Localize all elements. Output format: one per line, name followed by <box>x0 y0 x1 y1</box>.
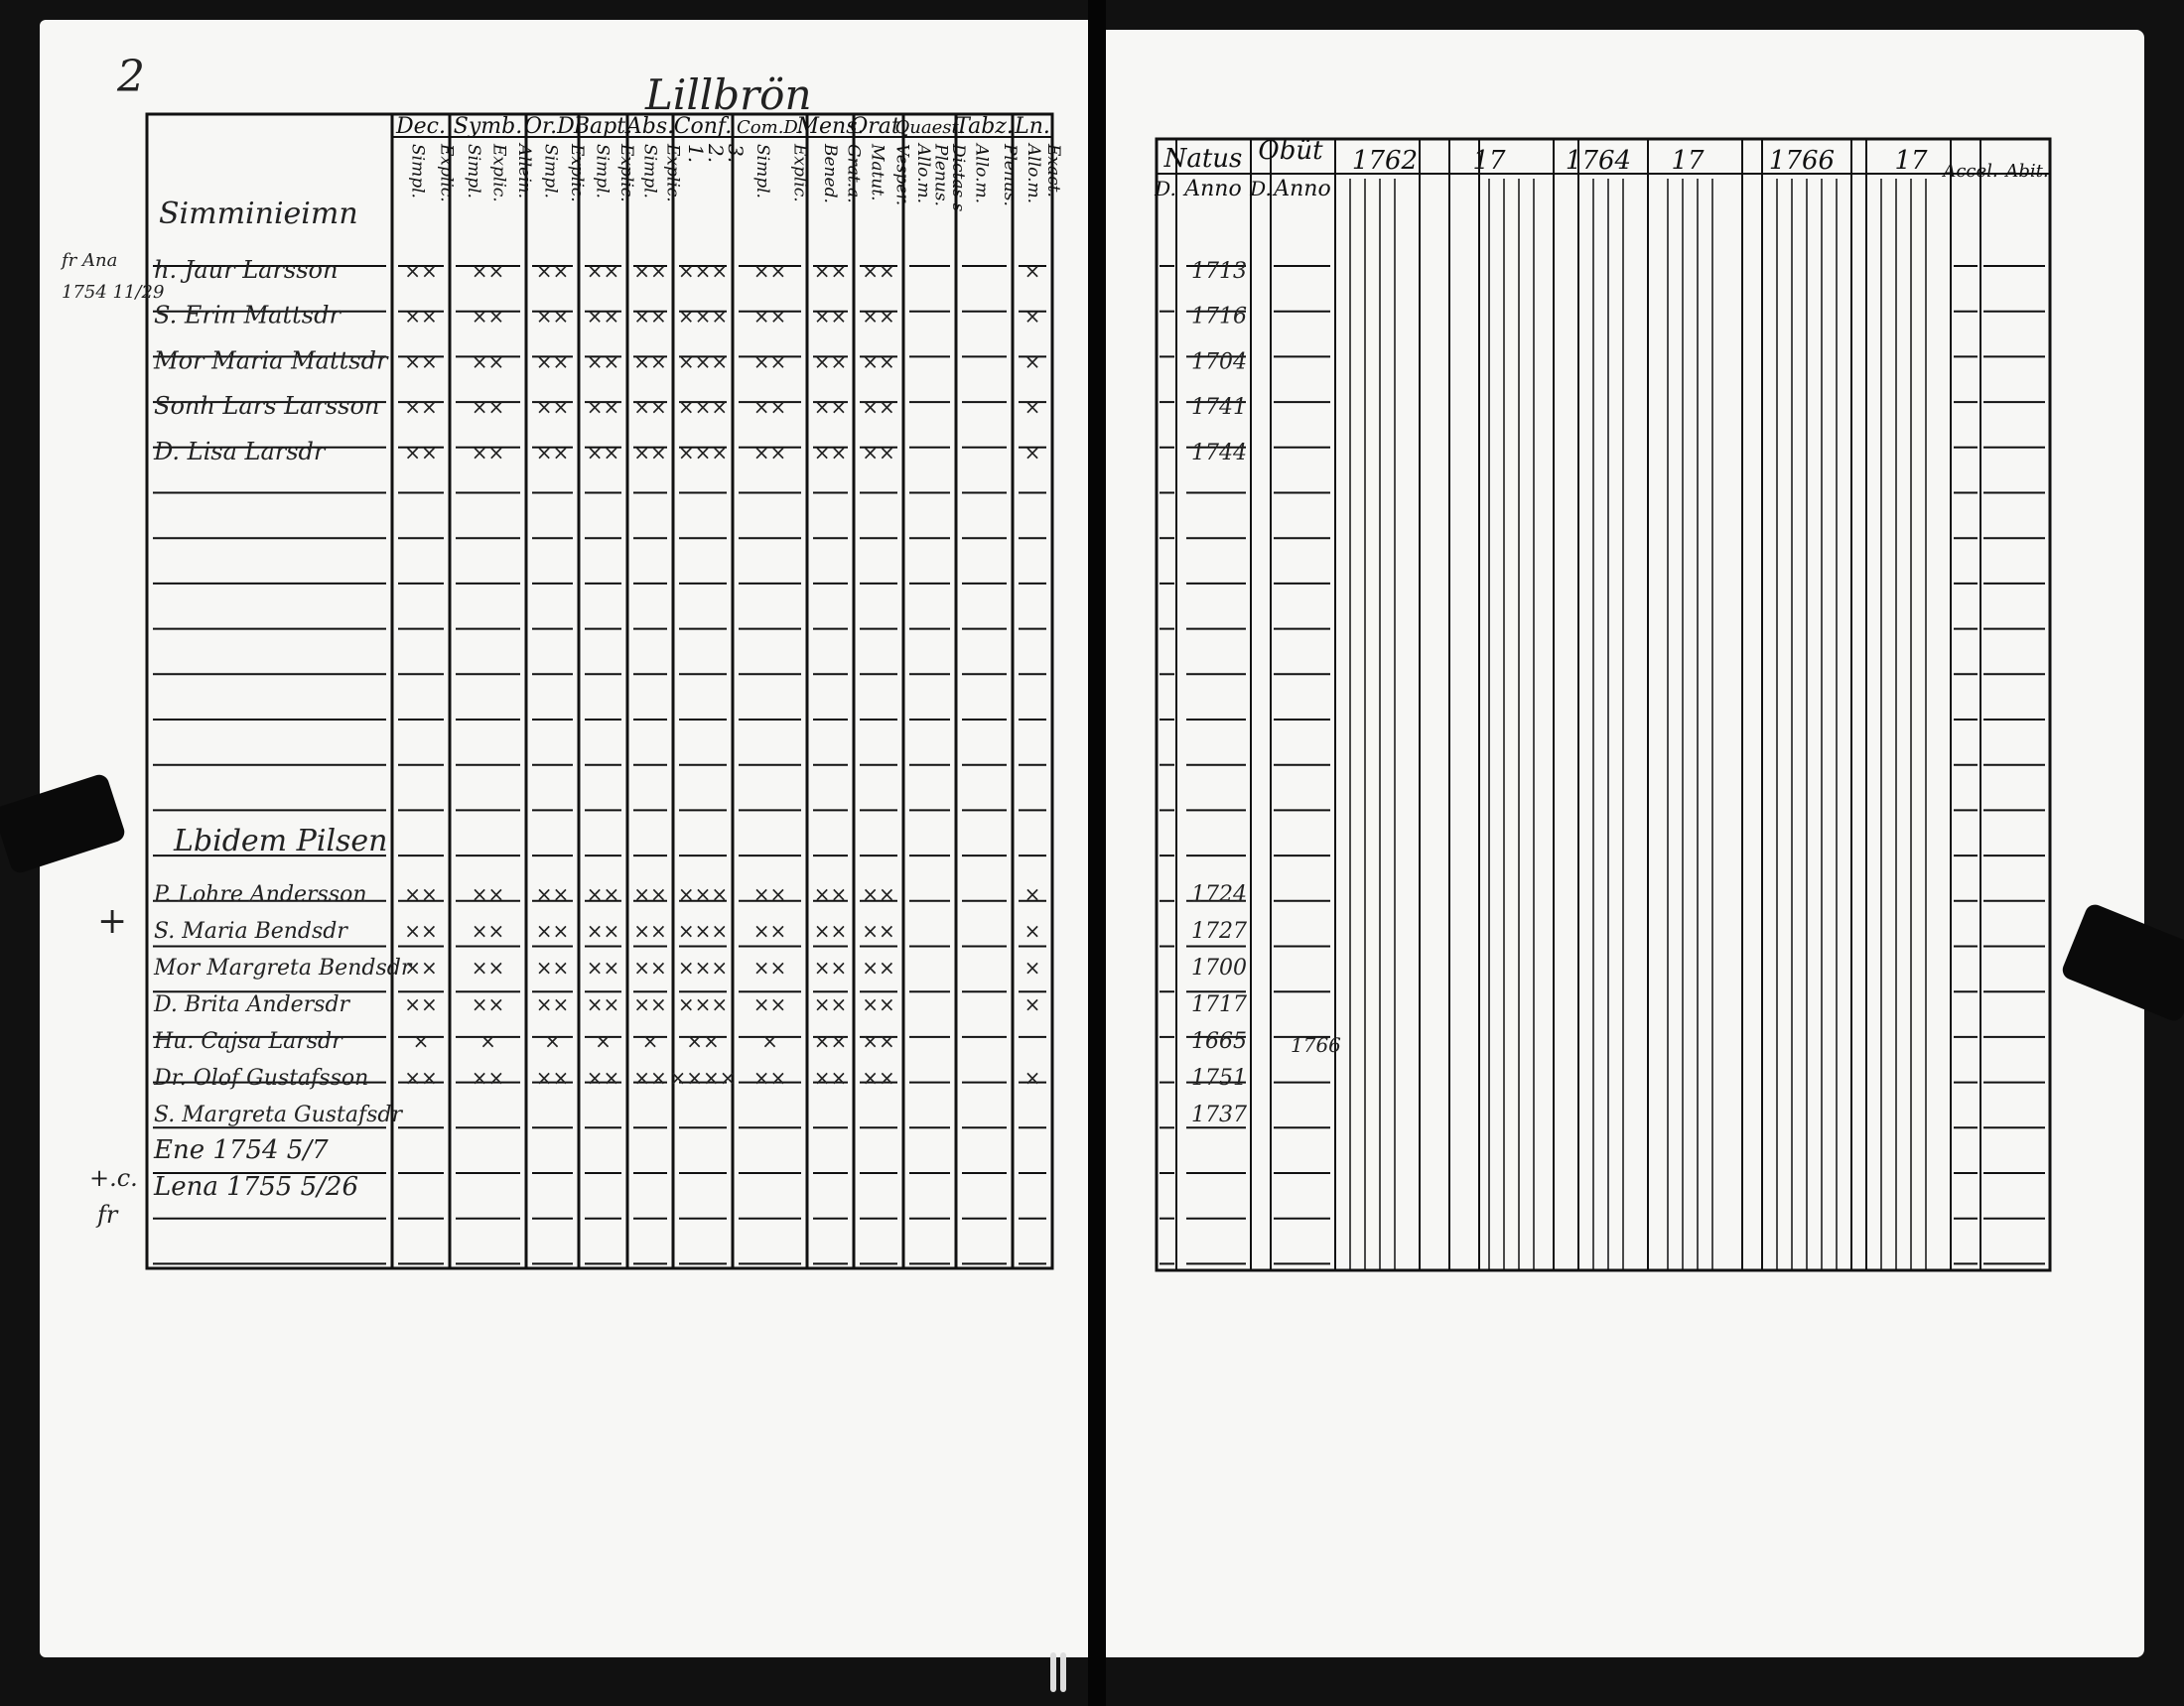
accessit-header: Accel. <box>1943 161 1998 182</box>
year-header: 17 <box>1894 146 1928 176</box>
check-mark: ×× <box>862 1066 895 1090</box>
check-mark: ×× <box>404 919 438 943</box>
check-mark: ×× <box>404 395 438 420</box>
margin-note: fr <box>97 1201 118 1229</box>
check-mark: ×× <box>752 919 787 943</box>
check-mark: × <box>1024 882 1041 906</box>
column-header-bapt: Bapt. <box>573 114 633 139</box>
member-name: Lena 1755 5/26 <box>154 1172 358 1202</box>
check-mark: × <box>1024 395 1041 420</box>
year-header: 17 <box>1671 146 1705 176</box>
check-mark: ×× <box>633 304 667 328</box>
check-mark: ××× <box>677 304 729 328</box>
obiit-header: Obüt <box>1258 136 1323 166</box>
birth-year: 1741 <box>1191 395 1247 421</box>
check-mark: ×× <box>471 304 505 328</box>
column-header-mens: Mens. <box>796 114 865 139</box>
household-heading: Lbidem Pilsen <box>174 824 388 858</box>
check-mark: ×× <box>862 882 895 906</box>
check-mark: ×× <box>752 992 787 1016</box>
check-mark: ×× <box>813 349 848 374</box>
check-mark: ×× <box>813 882 848 906</box>
check-mark: ×× <box>586 304 620 328</box>
column-subheader: Simpl. <box>639 144 660 198</box>
birth-year: 1716 <box>1191 304 1247 329</box>
check-mark: ×××× <box>669 1066 737 1090</box>
check-mark: × <box>1024 440 1041 464</box>
column-subheader: Bened. <box>819 144 840 203</box>
member-name: S. Margreta Gustafsdr <box>154 1103 403 1127</box>
column-subheader: 1. <box>684 144 708 164</box>
check-mark: ×× <box>862 395 895 420</box>
member-name: Mor Margreta Bendsdr <box>154 956 412 981</box>
check-mark: ×× <box>535 349 570 374</box>
column-subheader: 2. <box>704 144 728 164</box>
column-subheader: Plenus. <box>999 144 1020 206</box>
check-mark: ×× <box>633 259 667 283</box>
page-number: 2 <box>117 52 145 102</box>
check-mark: ×× <box>535 1066 570 1090</box>
member-name: Mor Maria Mattsdr <box>154 346 388 375</box>
check-mark: ×× <box>404 259 438 283</box>
column-subheader: Explic. <box>488 144 509 202</box>
column-subheader: Allo.m. <box>912 144 933 204</box>
check-mark: ×× <box>535 882 570 906</box>
column-subheader: Matut. <box>867 144 887 201</box>
member-name: S. Erin Mattsdr <box>154 301 341 329</box>
column-subheader: Allein. <box>514 144 535 199</box>
check-mark: ×× <box>752 395 787 420</box>
column-subheader: 3. <box>724 144 748 164</box>
birth-year: 1713 <box>1191 259 1247 284</box>
check-mark: ×× <box>813 440 848 464</box>
column-subheader: Explic. <box>662 144 683 202</box>
column-subheader: Simpl. <box>463 144 483 198</box>
column-subheader: Vesper. <box>891 144 912 206</box>
check-mark: ×× <box>752 259 787 283</box>
check-mark: ××× <box>677 440 729 464</box>
check-mark: ×× <box>862 956 895 980</box>
check-mark: ×× <box>586 259 620 283</box>
column-subheader: Allo.m. <box>1024 144 1043 204</box>
check-mark: × <box>595 1029 612 1053</box>
check-mark: ×× <box>471 956 505 980</box>
check-mark: ×× <box>404 882 438 906</box>
check-mark: × <box>1024 259 1041 283</box>
abiit-header: Abit. <box>2005 161 2049 182</box>
birth-year: 1665 <box>1191 1029 1247 1054</box>
member-name: S. Maria Bendsdr <box>154 919 347 944</box>
right-table-frame <box>1157 139 2050 1270</box>
check-mark: ×× <box>471 1066 505 1090</box>
check-mark: ×× <box>633 882 667 906</box>
birth-year: 1724 <box>1191 882 1247 907</box>
column-subheader: Simpl. <box>751 144 772 198</box>
check-mark: ×× <box>752 1066 787 1090</box>
column-subheader: Explic. <box>566 144 587 202</box>
member-name: D. Lisa Larsdr <box>154 437 326 465</box>
check-mark: ×× <box>633 395 667 420</box>
check-mark: ×× <box>404 440 438 464</box>
check-mark: ×× <box>813 259 848 283</box>
check-mark: ×× <box>752 440 787 464</box>
birth-year: 1744 <box>1191 440 1247 465</box>
check-mark: × <box>1024 956 1041 980</box>
column-header-abs: Abs. <box>625 114 675 139</box>
check-mark: ×× <box>586 919 620 943</box>
column-header-comd: Com.D. <box>737 117 803 138</box>
check-mark: × <box>479 1029 496 1053</box>
check-mark: ×× <box>633 1066 667 1090</box>
check-mark: ×× <box>633 956 667 980</box>
column-subheader: Allo.m. <box>971 144 992 204</box>
check-mark: ×× <box>586 992 620 1016</box>
column-subheader: Explic. <box>789 144 810 202</box>
year-header: 1766 <box>1768 146 1836 176</box>
check-mark: ××× <box>677 395 729 420</box>
check-mark: × <box>412 1029 430 1053</box>
member-name: P. Lohre Andersson <box>154 882 367 907</box>
check-mark: ×× <box>535 956 570 980</box>
check-mark: ××× <box>677 956 729 980</box>
check-mark: ×× <box>813 992 848 1016</box>
obiit-year: Anno <box>1274 177 1331 201</box>
check-mark: ×× <box>586 440 620 464</box>
margin-note: fr Ana <box>62 250 118 271</box>
check-mark: ×× <box>813 1029 848 1053</box>
column-header-symb: Symb. <box>453 114 523 139</box>
member-name: h. Jaur Larsson <box>154 256 339 284</box>
death-year: 1766 <box>1291 1033 1341 1057</box>
check-mark: ×× <box>633 919 667 943</box>
check-mark: ×× <box>404 1066 438 1090</box>
check-mark: ×× <box>752 956 787 980</box>
column-subheader: Plenus. <box>930 144 951 206</box>
check-mark: ×× <box>404 956 438 980</box>
check-mark: ×× <box>862 349 895 374</box>
check-mark: ×× <box>471 395 505 420</box>
member-name: D. Brita Andersdr <box>154 992 350 1017</box>
check-mark: ×× <box>633 992 667 1016</box>
column-subheader: Simpl. <box>407 144 428 198</box>
check-mark: ×× <box>752 349 787 374</box>
column-subheader: Explic. <box>436 144 457 202</box>
check-mark: ×× <box>586 956 620 980</box>
check-mark: ×× <box>862 919 895 943</box>
check-mark: ×× <box>586 349 620 374</box>
check-mark: ×× <box>535 440 570 464</box>
check-mark: ×× <box>535 395 570 420</box>
column-header-ln: Ln. <box>1015 114 1050 139</box>
column-header-orat: Orat. <box>850 114 907 139</box>
check-mark: ×× <box>813 919 848 943</box>
check-mark: ×× <box>471 349 505 374</box>
check-mark: × <box>1024 992 1041 1016</box>
column-header-tabz: Tabz. <box>955 114 1014 139</box>
check-mark: ×× <box>633 440 667 464</box>
check-mark: ×× <box>535 259 570 283</box>
check-mark: ×× <box>535 919 570 943</box>
check-mark: ×× <box>535 304 570 328</box>
check-mark: ×× <box>586 882 620 906</box>
column-subheader: Simpl. <box>592 144 613 198</box>
column-header-ord: Or.D. <box>524 114 581 139</box>
check-mark: ×× <box>862 259 895 283</box>
check-mark: × <box>641 1029 659 1053</box>
member-name: Sonh Lars Larsson <box>154 392 380 421</box>
check-mark: × <box>1024 349 1041 374</box>
check-mark: ×× <box>752 304 787 328</box>
member-name: Ene 1754 5/7 <box>154 1135 329 1165</box>
check-mark: ×× <box>813 304 848 328</box>
birth-year: 1737 <box>1191 1103 1247 1127</box>
check-mark: ×× <box>813 395 848 420</box>
check-mark: × <box>1024 1066 1041 1090</box>
check-mark: ×× <box>471 882 505 906</box>
birth-year: 1717 <box>1191 992 1247 1017</box>
column-subheader: Exact. <box>1043 144 1063 197</box>
column-header-quaest: Quaest. <box>894 117 965 138</box>
birth-year: 1700 <box>1191 956 1247 981</box>
obiit-day: D. <box>1250 177 1272 200</box>
margin-note: +.c. <box>89 1164 138 1192</box>
natus-header: Natus <box>1163 144 1243 174</box>
check-mark: × <box>1024 919 1041 943</box>
year-header: 17 <box>1472 146 1506 176</box>
column-subheader: Grat.a. <box>843 144 864 203</box>
check-mark: ×× <box>471 992 505 1016</box>
margin-note: + <box>97 901 128 942</box>
check-mark: ×× <box>862 992 895 1016</box>
check-mark: ×× <box>586 1066 620 1090</box>
check-mark: ××× <box>677 919 729 943</box>
column-subheader: Dictas s <box>948 144 969 212</box>
margin-note: 1754 11/29 <box>62 282 165 303</box>
check-mark: ×× <box>471 259 505 283</box>
birth-year: 1727 <box>1191 919 1247 944</box>
year-header: 1764 <box>1565 146 1632 176</box>
check-mark: ×× <box>535 992 570 1016</box>
page-title: Lillbrön <box>645 70 812 119</box>
member-name: Hu. Cajsa Larsdr <box>154 1029 342 1054</box>
member-name: Dr. Olof Gustafsson <box>154 1066 369 1091</box>
check-mark: ×× <box>813 1066 848 1090</box>
check-mark: ×× <box>862 440 895 464</box>
check-mark: ×× <box>404 304 438 328</box>
check-mark: ××× <box>677 349 729 374</box>
check-mark: × <box>544 1029 561 1053</box>
check-mark: ××× <box>677 992 729 1016</box>
left-table-frame <box>147 114 1052 1268</box>
natus-year: Anno <box>1184 177 1242 201</box>
check-mark: ×× <box>586 395 620 420</box>
check-mark: ×× <box>862 304 895 328</box>
column-subheader: Explic. <box>615 144 636 202</box>
household-heading: Simminieimn <box>159 197 358 231</box>
check-mark: ×× <box>633 349 667 374</box>
column-header-conf: Conf. <box>673 114 733 139</box>
year-header: 1762 <box>1351 146 1419 176</box>
check-mark: ××× <box>677 882 729 906</box>
check-mark: × <box>761 1029 778 1053</box>
check-mark: ×× <box>752 882 787 906</box>
birth-year: 1704 <box>1191 349 1247 375</box>
check-mark: ××× <box>677 259 729 283</box>
check-mark: × <box>1024 304 1041 328</box>
check-mark: ×× <box>862 1029 895 1053</box>
birth-year: 1751 <box>1191 1066 1247 1091</box>
column-subheader: Simpl. <box>540 144 561 198</box>
natus-day: D. <box>1155 177 1176 200</box>
check-mark: ×× <box>813 956 848 980</box>
check-mark: ×× <box>404 992 438 1016</box>
check-mark: ×× <box>404 349 438 374</box>
check-mark: ×× <box>471 440 505 464</box>
check-mark: ×× <box>471 919 505 943</box>
check-mark: ×× <box>686 1029 720 1053</box>
column-header-dec: Dec. <box>396 114 446 139</box>
